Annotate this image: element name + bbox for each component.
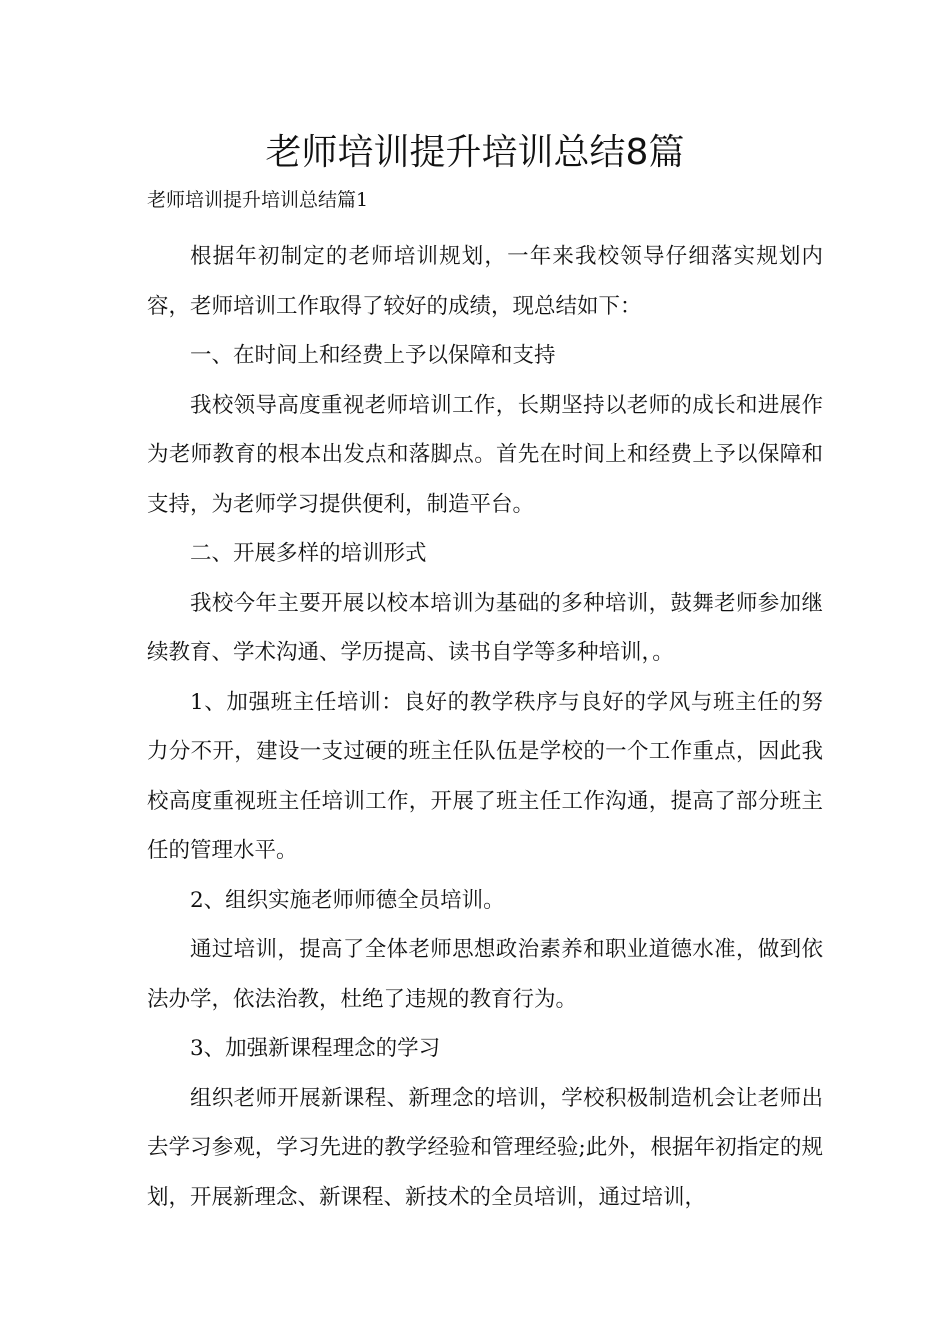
paragraph: 根据年初制定的老师培训规划，一年来我校领导仔细落实规划内容，老师培训工作取得了较好的成绩，现总结如下：: [147, 244, 823, 319]
paragraph: 我校领导高度重视老师培训工作，长期坚持以老师的成长和进展作为老师教育的根本出发点和落脚点。首先在时间上和经费上予以保障和支持，为老师学习提供便利，制造平台。: [147, 392, 823, 517]
section-heading: 2、组织实施老师师德全员培训。: [190, 887, 505, 913]
document-title: 老师培训提升培训总结8篇: [265, 132, 685, 173]
paragraph: 组织老师开展新课程、新理念的培训，学校积极制造机会让老师出去学习参观，学习先进的教学经验和管理经验;此外，根据年初指定的规划，开展新理念、新课程、新技术的全员培训，通过培训，: [147, 1085, 823, 1210]
paragraph: 通过培训，提高了全体老师思想政治素养和职业道德水准，做到依法办学，依法治教，杜绝了违规的教育行为。: [147, 937, 823, 1012]
document-body: [147, 232, 823, 1222]
section-heading: 3、加强新课程理念的学习: [190, 1036, 441, 1061]
paragraph: 我校今年主要开展以校本培训为基础的多种培训，鼓舞老师参加继续教育、学术沟通、学历提高、读书自学等多种培训，。: [147, 590, 823, 665]
document-subtitle: 老师培训提升培训总结篇1: [147, 189, 369, 211]
paragraph: 1、加强班主任培训：良好的教学秩序与良好的学风与班主任的努力分不开，建设一支过硬的班主任队伍是学校的一个工作重点，因此我校高度重视班主任培训工作，开展了班主任工作沟通，提高了部分班主任的管理水平。: [147, 689, 823, 863]
section-heading: 二、开展多样的培训形式: [190, 541, 427, 566]
section-heading: 一、在时间上和经费上予以保障和支持: [190, 343, 556, 368]
